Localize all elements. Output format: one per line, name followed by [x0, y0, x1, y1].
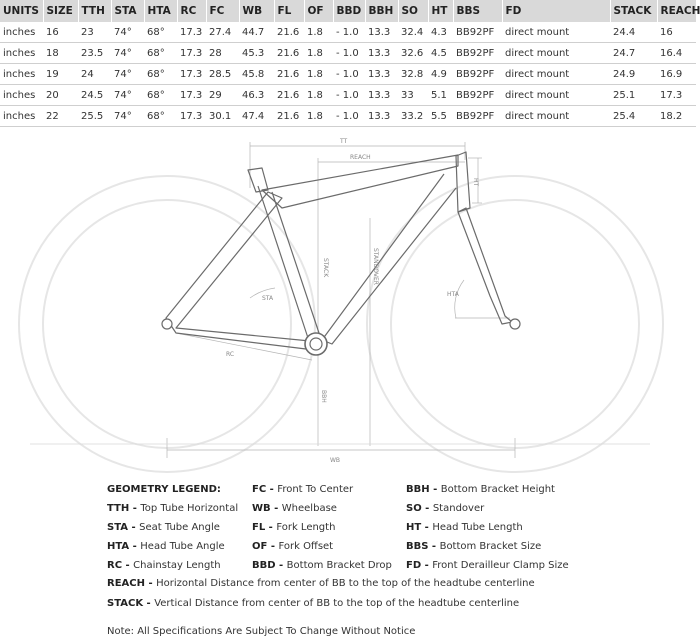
table-cell: BB92PF: [453, 64, 502, 85]
table-cell: 74°: [111, 106, 144, 127]
table-cell: 1.8: [304, 85, 333, 106]
table-row: [0, 85, 696, 106]
table-cell: 25.4: [610, 106, 657, 127]
legend-key: WB: [252, 503, 271, 514]
table-cell: 17.3: [177, 85, 206, 106]
seat-tube: [258, 186, 320, 338]
label-wb: WB: [330, 457, 341, 464]
label-rc: RC: [226, 351, 235, 358]
table-cell: - 1.0: [333, 64, 365, 85]
table-cell: direct mount: [502, 43, 610, 64]
legend-key: FD: [406, 560, 422, 571]
table-row: [0, 64, 696, 85]
table-cell: 18: [43, 43, 78, 64]
table-cell: 13.3: [365, 22, 398, 43]
table-cell: inches: [0, 64, 43, 85]
table-cell: 5.5: [428, 106, 453, 127]
rear-triangle: [166, 192, 310, 349]
legend-entry-bbs: [406, 541, 541, 552]
table-cell: - 1.0: [333, 43, 365, 64]
header-fc: FC: [206, 0, 239, 22]
legend-key: STA: [107, 522, 128, 533]
label-reach: REACH: [350, 154, 371, 161]
table-cell: 24: [78, 64, 111, 85]
table-cell: 16: [43, 22, 78, 43]
header-rc: RC: [177, 0, 206, 22]
legend-desc: Front Derailleur Clamp Size: [432, 560, 569, 571]
table-cell: 18.2: [657, 106, 696, 127]
legend-entry-of: [252, 541, 333, 552]
table-cell: 17.3: [657, 85, 696, 106]
table-cell: 21.6: [274, 85, 304, 106]
legend-entry-rc: [107, 560, 221, 571]
table-cell: BB92PF: [453, 85, 502, 106]
table-cell: 44.7: [239, 22, 274, 43]
dimension-lines: [30, 142, 650, 458]
table-cell: inches: [0, 22, 43, 43]
top-tube: [262, 155, 458, 208]
table-cell: 4.9: [428, 64, 453, 85]
table-cell: 22: [43, 106, 78, 127]
table-cell: 19: [43, 64, 78, 85]
legend-desc: Head Tube Angle: [140, 541, 225, 552]
table-cell: 13.3: [365, 85, 398, 106]
legend-desc: Front To Center: [277, 484, 354, 495]
legend-key: BBH: [406, 484, 430, 495]
legend-entry-wb: [252, 503, 337, 514]
table-cell: 1.8: [304, 43, 333, 64]
legend-entry-bbh: [406, 484, 555, 495]
table-cell: 33.2: [398, 106, 428, 127]
table-cell: - 1.0: [333, 85, 365, 106]
legend-separator: -: [429, 484, 441, 495]
legend-desc: Head Tube Length: [432, 522, 523, 533]
table-cell: 16.4: [657, 43, 696, 64]
label-ht: HT: [472, 178, 479, 187]
header-of: OF: [304, 0, 333, 22]
table-cell: 4.3: [428, 22, 453, 43]
table-cell: 29: [206, 85, 239, 106]
bike-joints: [162, 319, 520, 355]
legend-separator: -: [428, 541, 440, 552]
header-stack: STACK: [610, 0, 657, 22]
header-bbh: BBH: [365, 0, 398, 22]
legend-desc: Wheelbase: [281, 503, 337, 514]
table-cell: 47.4: [239, 106, 274, 127]
legend-entry-bbd: [252, 560, 392, 571]
legend-desc: Chainstay Length: [133, 560, 221, 571]
table-cell: 23.5: [78, 43, 111, 64]
header-sta: STA: [111, 0, 144, 22]
table-cell: 74°: [111, 64, 144, 85]
table-cell: 17.3: [177, 64, 206, 85]
table-cell: 25.1: [610, 85, 657, 106]
table-cell: 20: [43, 85, 78, 106]
legend-entry-hta: [107, 541, 225, 552]
table-cell: 13.3: [365, 43, 398, 64]
legend-note: Note: All Specifications Are Subject To Change Without Notice: [107, 626, 416, 637]
table-cell: 24.5: [78, 85, 111, 106]
table-cell: 45.8: [239, 64, 274, 85]
table-cell: 68°: [144, 64, 177, 85]
table-cell: 24.7: [610, 43, 657, 64]
label-stack: STACK: [322, 258, 329, 278]
table-cell: 45.3: [239, 43, 274, 64]
table-cell: 4.5: [428, 43, 453, 64]
table-cell: BB92PF: [453, 106, 502, 127]
table-cell: 32.6: [398, 43, 428, 64]
table-cell: inches: [0, 85, 43, 106]
table-cell: 21.6: [274, 22, 304, 43]
table-cell: 32.8: [398, 64, 428, 85]
bike-geometry-diagram: [0, 128, 676, 480]
legend-entry-fc: [252, 484, 353, 495]
table-cell: direct mount: [502, 85, 610, 106]
table-cell: 21.6: [274, 43, 304, 64]
label-sta: STA: [262, 295, 274, 302]
table-cell: 28.5: [206, 64, 239, 85]
legend-separator: -: [270, 503, 282, 514]
legend-entry-so: [406, 503, 484, 514]
table-cell: 46.3: [239, 85, 274, 106]
table-cell: 1.8: [304, 64, 333, 85]
table-cell: 74°: [111, 22, 144, 43]
table-row: [0, 22, 696, 43]
label-tt: TT: [340, 138, 348, 145]
legend-separator: -: [275, 560, 287, 571]
header-units: UNITS: [0, 0, 43, 22]
table-cell: 21.6: [274, 64, 304, 85]
table-cell: 5.1: [428, 85, 453, 106]
table-row: [0, 106, 696, 127]
table-cell: inches: [0, 106, 43, 127]
legend-desc: Seat Tube Angle: [139, 522, 220, 533]
legend-separator: -: [421, 560, 433, 571]
legend-key: FC: [252, 484, 267, 495]
legend-separator: -: [267, 541, 279, 552]
table-cell: 30.1: [206, 106, 239, 127]
legend-desc: Fork Offset: [278, 541, 334, 552]
legend-entry-fd: [406, 560, 569, 571]
table-row: [0, 43, 696, 64]
table-cell: 68°: [144, 106, 177, 127]
table-cell: 28: [206, 43, 239, 64]
table-cell: 74°: [111, 43, 144, 64]
table-cell: 27.4: [206, 22, 239, 43]
legend-reach: REACH - Horizontal Distance from center of BB to the top of the headtube centerline: [107, 578, 535, 589]
table-cell: direct mount: [502, 64, 610, 85]
legend-desc: Fork Length: [276, 522, 336, 533]
bike-frame: [166, 152, 512, 349]
table-cell: 24.4: [610, 22, 657, 43]
legend-stack: STACK - Vertical Distance from center of BB to the top of the headtube centerline: [107, 598, 520, 609]
table-cell: 21.6: [274, 106, 304, 127]
label-standover: STANDOVER: [372, 248, 379, 285]
legend-key: FL: [252, 522, 266, 533]
legend-key: OF: [252, 541, 268, 552]
legend-separator: -: [129, 541, 141, 552]
legend-entry-fl: [252, 522, 335, 533]
legend-separator: -: [265, 522, 277, 533]
table-cell: 33: [398, 85, 428, 106]
table-cell: 32.4: [398, 22, 428, 43]
header-fd: FD: [502, 0, 610, 22]
label-hta: HTA: [447, 291, 459, 298]
header-size: SIZE: [43, 0, 78, 22]
table-cell: 13.3: [365, 106, 398, 127]
legend-separator: -: [129, 503, 141, 514]
table-cell: BB92PF: [453, 22, 502, 43]
table-cell: 24.9: [610, 64, 657, 85]
table-cell: direct mount: [502, 106, 610, 127]
header-bbd: BBD: [333, 0, 365, 22]
legend-desc: Standover: [432, 503, 485, 514]
legend-title: GEOMETRY LEGEND:: [107, 484, 221, 495]
header-wb: WB: [239, 0, 274, 22]
front-dropout: [510, 319, 520, 329]
header-tth: TTH: [78, 0, 111, 22]
table-cell: 17.3: [177, 106, 206, 127]
table-cell: - 1.0: [333, 22, 365, 43]
legend-key: SO: [406, 503, 422, 514]
legend-separator: -: [122, 560, 134, 571]
table-cell: 16.9: [657, 64, 696, 85]
legend-desc: Bottom Bracket Size: [439, 541, 542, 552]
table-cell: inches: [0, 43, 43, 64]
table-cell: 17.3: [177, 22, 206, 43]
legend-entry-ht: [406, 522, 523, 533]
header-ht: HT: [428, 0, 453, 22]
header-reach: REACH: [657, 0, 696, 22]
table-cell: direct mount: [502, 22, 610, 43]
table-cell: 17.3: [177, 43, 206, 64]
table-cell: 23: [78, 22, 111, 43]
table-cell: - 1.0: [333, 106, 365, 127]
table-cell: 25.5: [78, 106, 111, 127]
label-bbh: BBH: [320, 390, 327, 403]
table-cell: 13.3: [365, 64, 398, 85]
table-cell: 16: [657, 22, 696, 43]
rear-dropout: [162, 319, 172, 329]
legend-desc: Bottom Bracket Height: [440, 484, 555, 495]
legend-separator: -: [266, 484, 278, 495]
header-fl: FL: [274, 0, 304, 22]
table-cell: BB92PF: [453, 43, 502, 64]
legend-separator: -: [128, 522, 140, 533]
legend-key: BBS: [406, 541, 429, 552]
legend-key: RC: [107, 560, 123, 571]
legend-separator: -: [421, 503, 433, 514]
table-cell: 1.8: [304, 22, 333, 43]
legend-key: TTH: [107, 503, 130, 514]
legend-desc: Bottom Bracket Drop: [286, 560, 392, 571]
legend-key: HTA: [107, 541, 130, 552]
header-hta: HTA: [144, 0, 177, 22]
legend-desc: Top Tube Horizontal: [140, 503, 239, 514]
legend-separator: -: [421, 522, 433, 533]
table-cell: 68°: [144, 22, 177, 43]
legend-key: BBD: [252, 560, 276, 571]
legend-entry-tth: [107, 503, 238, 514]
legend-entry-sta: [107, 522, 220, 533]
fork: [458, 208, 512, 324]
geometry-table: [0, 0, 700, 127]
seat-post: [248, 168, 268, 192]
header-so: SO: [398, 0, 428, 22]
table-cell: 1.8: [304, 106, 333, 127]
table-cell: 68°: [144, 85, 177, 106]
table-cell: 68°: [144, 43, 177, 64]
header-bbs: BBS: [453, 0, 502, 22]
table-header-row: [0, 0, 696, 22]
legend-key: HT: [406, 522, 422, 533]
table-cell: 74°: [111, 85, 144, 106]
